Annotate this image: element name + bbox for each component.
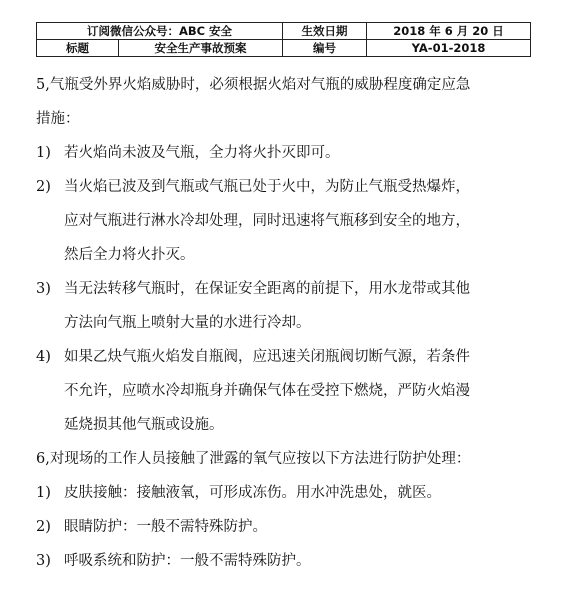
wechat-subscribe-label: 订阅微信公众号：ABC 安全: [37, 23, 283, 40]
item-text-line: 眼睛防护：一般不需特殊防护。: [64, 519, 267, 535]
item-text-line: 不允许，应喷水冷却瓶身并确保气体在受控下燃烧，严防火焰漫: [64, 383, 470, 399]
item-text-line: 应对气瓶进行淋水冷却处理，同时迅速将气瓶移到安全的地方，: [64, 213, 470, 229]
item-number: 1): [36, 485, 51, 501]
section-5-item-1: [36, 142, 532, 164]
item-text-line: 若火焰尚未波及气瓶，全力将火扑灭即可。: [64, 145, 340, 161]
title-label: 标题: [37, 40, 119, 57]
item-text-line: 当火焰已波及到气瓶或气瓶已处于火中，为防止气瓶受热爆炸，: [64, 179, 470, 195]
section-6-item-3: [36, 550, 532, 572]
document-body: [36, 74, 532, 572]
effective-date-value: 2018 年 6 月 20 日: [367, 23, 531, 40]
item-number: 3): [36, 281, 51, 297]
section-5-item-4: [36, 346, 532, 436]
section-5-heading-line-2: 措施：: [36, 111, 80, 127]
title-value: 安全生产事故预案: [119, 40, 283, 57]
item-text-line: 延烧损其他气瓶或设施。: [64, 417, 224, 433]
item-text-line: 然后全力将火扑灭。: [64, 247, 195, 263]
item-text-line: 呼吸系统和防护：一般不需特殊防护。: [64, 553, 311, 569]
section-6-item-2: [36, 516, 532, 538]
document-header-table: [36, 22, 531, 57]
code-label: 编号: [283, 40, 367, 57]
item-number: 4): [36, 349, 51, 365]
item-number: 3): [36, 553, 51, 569]
code-value: YA-01-2018: [367, 40, 531, 57]
effective-date-label: 生效日期: [283, 23, 367, 40]
item-number: 2): [36, 179, 51, 195]
item-text-line: 方法向气瓶上喷射大量的水进行冷却。: [64, 315, 311, 331]
header-row-1: [37, 23, 531, 40]
item-text-line: 如果乙炔气瓶火焰发自瓶阀，应迅速关闭瓶阀切断气源，若条件: [64, 349, 470, 365]
item-text-line: 皮肤接触：接触液氧，可形成冻伤。用水冲洗患处，就医。: [64, 485, 441, 501]
section-5: [36, 74, 532, 130]
section-6-heading: 6,对现场的工作人员接触了泄露的氧气应按以下方法进行防护处理：: [36, 451, 471, 467]
section-6-item-1: [36, 482, 532, 504]
section-5-item-2: [36, 176, 532, 266]
item-text-line: 当无法转移气瓶时，在保证安全距离的前提下，用水龙带或其他: [64, 281, 470, 297]
section-5-heading-line-1: 5,气瓶受外界火焰威胁时，必须根据火焰对气瓶的威胁程度确定应急: [36, 77, 471, 93]
header-row-2: [37, 40, 531, 57]
item-number: 1): [36, 145, 51, 161]
section-5-item-3: [36, 278, 532, 334]
item-number: 2): [36, 519, 51, 535]
